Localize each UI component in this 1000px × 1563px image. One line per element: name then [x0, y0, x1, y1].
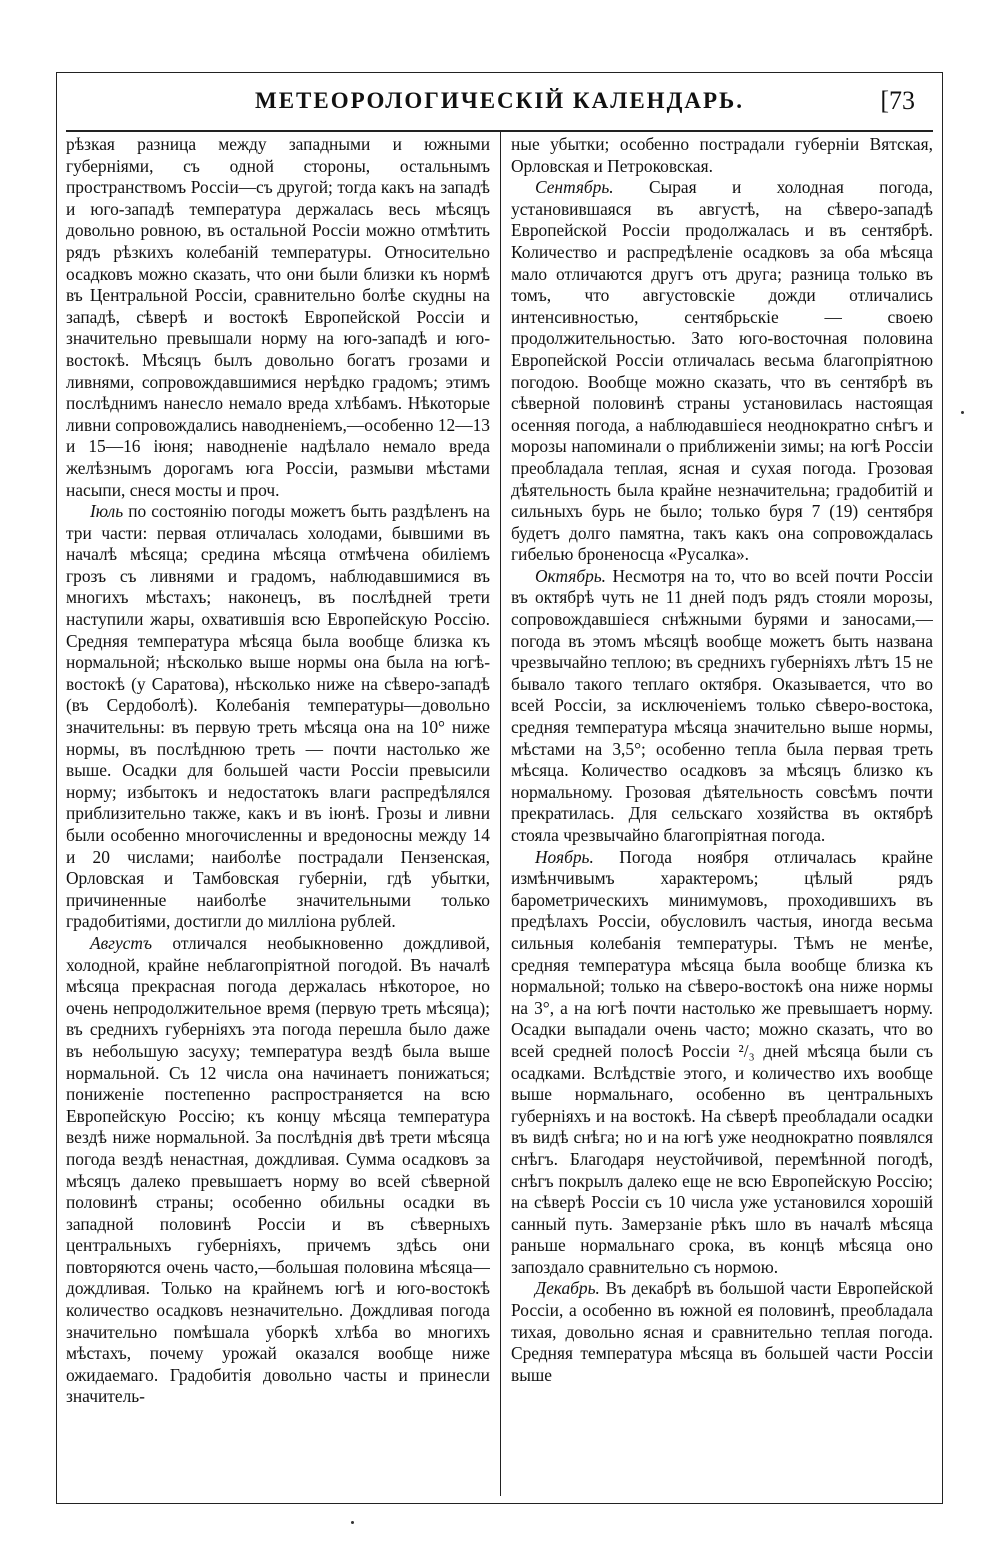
- month-heading-july: Іюль: [90, 501, 124, 522]
- paragraph-november: [511, 847, 933, 1279]
- page-number: [73: [880, 86, 915, 115]
- month-heading-october: Октябрь.: [535, 565, 607, 586]
- month-heading-december: Декабрь.: [535, 1278, 600, 1299]
- paragraph-july: [66, 501, 490, 933]
- paragraph-july-text: по состоянію погоды можетъ быть раздѣленъ на три части: первая отличалась холодами, бывшими въ началѣ мѣсяца; средина мѣсяца отмѣчена обиліемъ грозъ съ ливнями и градомъ, наблюдавшимися въ многихъ мѣстахъ; наконецъ, въ послѣдней трети наступили жары, охватившія всю Европейскую Россію. Средняя температура мѣсяца была вообще близка къ нормальной; нѣсколько выше нормы она была на югѣ-востокѣ (у Саратова), нѣсколько ниже на сѣверо-западѣ (въ Сердоболѣ). Колебанія температуры—довольно значительны: въ первую треть мѣсяца она на 10° ниже нормы, въ послѣднюю треть — почти настолько же выше. Осадки для большей части Россіи превысили норму; избытокъ и недостатокъ влаги распредѣлялся приблизительно также, какъ и въ іюнѣ. Грозы и ливни были особенно многочисленны и вредоносны между 14 и 20 числами; наиболѣе пострадали Пензенская, Орловская и Тамбовская губерніи, гдѣ убытки, причиненные наиболѣе значительными только градобитіями, достигли до милліона рублей.: [66, 501, 490, 932]
- right-column: [511, 134, 933, 1494]
- paragraph-october: [511, 566, 933, 847]
- paragraph-august: [66, 933, 490, 1408]
- page-title: МЕТЕОРОЛОГИЧЕСКІЙ КАЛЕНДАРЬ.: [254, 88, 745, 113]
- paragraph-june-continued: рѣзкая разница между западными и южными губерніями, съ одной стороны, остальнымъ пространствомъ Россіи—съ другой; тогда какъ на западѣ и юго-западѣ температура держалась весь мѣсяцъ довольно ровною, въ остальной Россіи можно отмѣтить рядъ рѣзкихъ колебаній температуры. Относительно осадковъ можно сказать, что они были близки къ нормѣ въ Центральной Россіи, сравнительно болѣе скудны на западѣ, сѣверѣ и востокѣ Европейской Россіи и значительно превышали норму на юго-западѣ и юго-востокѣ. Мѣсяцъ былъ довольно богатъ грозами и ливнями, сопровождавшимися нерѣдко градомъ; этимъ послѣднимъ нанесло немало вреда хлѣбамъ. Нѣкоторые ливни сопровождались наводненіемъ,—особенно 12—13 и 15—16 іюня; наводненіе надѣлало немало вреда желѣзнымъ дорогамъ юга Россіи, размыви мѣстами насыпи, снеся мосты и проч.: [66, 134, 490, 500]
- paragraph-august-text: отличался необыкновенно дождливой, холодной, крайне неблагопріятной погодой. Въ началѣ мѣсяца прекрасная погода держалась нѣкоторое, но очень непродолжительное время (первую треть мѣсяца); въ среднихъ губерніяхъ эта погода перешла было даже въ небольшую засуху; температура вездѣ была выше нормальной. Съ 12 числа она начинаетъ понижаться; пониженіе постепенно распространяется на всю Европейскую Россію; къ концу мѣсяца температура вездѣ ниже нормальной. За послѣднія двѣ трети мѣсяца погода вездѣ ненастная, дождливая. Сумма осадковъ за мѣсяцъ далеко превышаетъ норму во всей сѣверной половинѣ страны; особенно обильны осадки въ западной половинѣ Россіи и въ сѣверныхъ центральныхъ губерніяхъ, причемъ здѣсь они повторяются очень часто,—большая половина мѣсяца—дождливая. Только на крайнемъ югѣ и юго-востокѣ количество осадковъ незначительно. Дождливая погода значительно помѣшала уборкѣ хлѣба во многихъ мѣстахъ, почему урожай оказался вообще ниже ожидаемаго. Градобитія довольно часты и принесли значитель-: [66, 932, 490, 1407]
- page-header: [56, 82, 943, 122]
- speck-mark: [961, 411, 964, 414]
- paragraph-september: [511, 177, 933, 566]
- month-heading-november: Ноябрь.: [535, 846, 594, 867]
- month-heading-september: Сентябрь.: [535, 177, 614, 198]
- month-heading-august: Августъ: [90, 932, 152, 953]
- paragraph-august-continued: ные убытки; особенно пострадали губерніи Вятская, Орловская и Петроковская.: [511, 134, 933, 176]
- column-divider: [500, 132, 501, 1496]
- paragraph-december: [511, 1278, 933, 1386]
- paragraph-october-text: Несмотря на то, что во всей почти Россіи въ октябрѣ чуть не 11 дней подъ рядъ стояли морозы, сопровождавшіеся снѣжными бурями и заносами,—погода въ этомъ мѣсяцѣ вообще можетъ быть названа чрезвычайно теплою; въ среднихъ губерніяхъ лѣтъ 15 не бывало такого теплаго октября. Оказывается, что во всей Россіи, за исключеніемъ только сѣверо-востока, средняя температура мѣсяца значительно выше нормы, мѣстами на 3,5°; особенно тепла была первая треть мѣсяца. Количество осадковъ за мѣсяцъ близко къ нормальному. Грозовая дѣятельность совсѣмъ почти прекратилась. Для сельскаго хозяйства въ октябрѣ стояла чрезвычайно благопріятная погода.: [511, 565, 933, 845]
- paragraph-november-text: Погода ноября отличалась крайне измѣнчивымъ характеромъ; цѣлый рядъ барометрическихъ минимумовъ, проходившихъ въ предѣлахъ Россіи, обусловилъ частыя, иногда весьма сильныя колебанія температуры. Тѣмъ не менѣе, средняя температура мѣсяца была вообще близка къ нормальной; только на сѣверо-востокѣ она ниже нормы на 3°, а на югѣ почти настолько же превышаетъ норму. Осадки выпадали очень часто; можно сказать, что во всей средней полосѣ Россіи ²/₃ дней мѣсяца были съ осадками. Вслѣдствіе этого, и количество ихъ вообще выше нормальнаго, особенно въ центральныхъ губерніяхъ и на востокѣ. На сѣверѣ преобладали осадки въ видѣ снѣга; но и на югѣ уже неоднократно появлялся снѣгъ. Благодаря неустойчивой, перемѣнной погодѣ, снѣгъ покрылъ далеко еще не всю Европейскую Россію; на сѣверѣ Россіи съ 10 числа уже установился хорошій санный путь. Замерзаніе рѣкъ шло въ началѣ мѣсяца раньше нормальнаго срока, въ концѣ мѣсяца оно запоздало сравнительно съ нормою.: [511, 846, 933, 1277]
- paragraph-september-text: Сырая и холодная погода, установившаяся въ августѣ, на сѣверо-западѣ Европейской Россіи продолжалась и въ сентябрѣ. Количество и распредѣленіе осадковъ за оба мѣсяца мало отличаются другъ отъ друга; разница только въ томъ, что августовскіе дожди отличались интенсивностью, сентябрьскіе — своею продолжительностью. Зато юго-восточная половина Европейской Россіи отличалась весьма благопріятною погодою. Вообще можно сказать, что въ сентябрѣ въ сѣверной половинѣ страны установилась настоящая осенняя погода, а наблюдавшіеся неоднократно снѣгъ и морозы напоминали о приближеніи зимы; на югѣ Россіи преобладала теплая, ясная и сухая погода. Грозовая дѣятельность была крайне незначительна; градобитій и сильныхъ бурь не было; только буря 7 (19) сентября будетъ долго памятна, такъ какъ она сопровождалась гибелью броненосца «Русалка».: [511, 177, 933, 565]
- left-column: [66, 134, 490, 1494]
- paragraph-december-text: Въ декабрѣ въ большой части Европейской Россіи, а особенно въ южной ея половинѣ, преобладала тихая, довольно ясная и сравнительно теплая погода. Средняя температура мѣсяца въ большей части Россіи выше: [511, 1278, 933, 1385]
- speck-mark: [351, 1521, 354, 1524]
